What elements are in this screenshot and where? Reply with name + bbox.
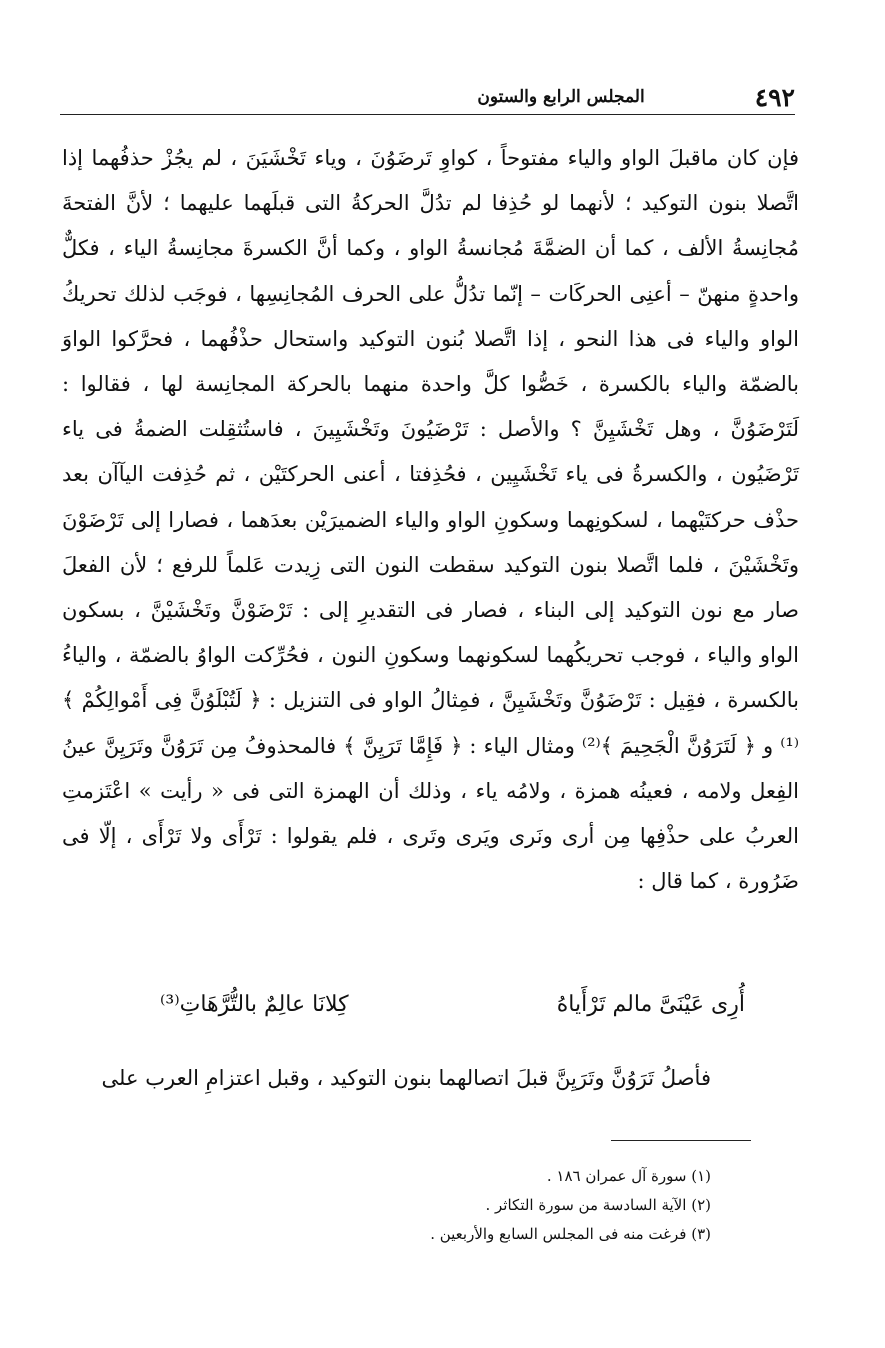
paragraph: فإن كان ماقبلَ الواو والياء مفتوحاً ، كواوِ تَرضَوُنَ ، وياء تَخْشَيَنَ ، لم يجُزْ حذفُهما إذا اتَّصلا بنون التوكيد ؛ لأنهما لو حُذِفا لم تدُلَّ الحركةُ التى قبلَهما عليهما ؛ لأنَّ الفتحةَ مُجانِسةُ الألف ، كما أن الضمَّةَ مُجانسةُ الواو ، وكما أنَّ الكسرةَ مجانِسةُ الياء ، فكلٌّ واحدةٍ منهنّ – أعنِى الحركَات – إنّما تدُلُّ على الحرف المُجانِسِها ، فوجَب لذلك تحريكُ الواو والياء فى هذا النحو ، إذا اتَّصلا بُنون التوكيد واستحال حذْفُهما ، فحرَّكوا الواوَ بالضمّة والياء بالكسرة ، خَصُّوا كلَّ واحدة منهما بالحركة المجانِسة لها ، فقالوا : لَتَرْضَوُنَّ ، وهل تَخْشَيِنَّ ؟ والأصل : تَرْضَيُونَ وتَخْشَيِينَ ، فاستُثقِلت الضمةُ فى ياء تَرْضَيُون ، والكسرةُ فى ياء تَخْشَيِين ، فحُذِفتا ، أعنى الحركتَيْن ، ثم حُذِفت اليآآن بعد حذْف حركتَيْهما ، لسكونِهما وسكونِ الواو والياء الضميرَيْن بعدَهما ، فصارا إلى تَرْضَوْنَ وتَخْشَيْنَ ، فلما اتَّصلا بنون التوكيد سقطت النون التى زِيدت عَلماً للرفع ؛ لأن الفعلَ صار مع نون التوكيد إلى البناء ، فصار فى التقديرِ إلى : تَرْضَوْنَّ وتَخْشَيْنَّ ، بسكون الواو والياء ، فوجب تحريكُهما لسكونهما وسكونِ النون ، فحُرِّكت الواوُ بالضمّة ، والياءُ بالكسرة ، فقِيل : تَرْضَوُنَّ وتَخْشَيِنَّ ، فمِثالُ الواو فى التنزيل : ﴿ لَتُبْلَوُنَّ فِى أَمْوالِكُمْ ﴾⁽¹⁾ و ﴿ لَتَرَوُنَّ الْجَحِيمَ ﴾⁽²⁾ ومثال الياء : ﴿ فَإِمَّا تَرَيِنَّ ﴾ فالمحذوفُ مِن تَرَوُنَّ وتَرَيِنَّ عينُ الفِعل ولامه ، فعينُه همزة ، ولامُه ياء ، وذلك أن الهمزة التى فى « رأيت » اعْتَزمتِ العربُ على حذْفِها مِن أرى ونَرى ويَرى وتَرى ، فلم يقولوا : تَرْأَى ولا تَرْأَى ، إلّا فى ضَرُورة ، كما قال : xyxy=(62,146,799,894)
footnote: (١) سورة آل عمران ١٨٦ . xyxy=(546,1167,711,1185)
page-number: ٤٩٢ xyxy=(754,82,795,112)
poetry-verse xyxy=(160,992,745,1017)
footnote: (٣) فرغت منه فى المجلس السابع والأربعين . xyxy=(430,1225,711,1243)
footnote: (٢) الآية السادسة من سورة التكاثر . xyxy=(485,1196,711,1214)
verse-second-hemistich: كِلانَا عالِمٌ بالتُّرَّهَاتِ⁽³⁾ xyxy=(160,992,349,1017)
page-header xyxy=(60,80,795,115)
continuation-line: فأصلُ تَرَوُنَّ وتَرَيِنَّ قبلَ اتصالهما بنون التوكيد ، وقبل اعتزامِ العرب على xyxy=(101,1066,711,1090)
footnotes xyxy=(120,1162,711,1249)
verse-first-hemistich: أُرِى عَيْنَىَّ مالم تَرْأَياهُ xyxy=(556,992,745,1017)
main-text xyxy=(62,136,799,904)
running-title: المجلس الرابع والستون xyxy=(477,87,645,107)
footnote-separator xyxy=(611,1140,751,1141)
